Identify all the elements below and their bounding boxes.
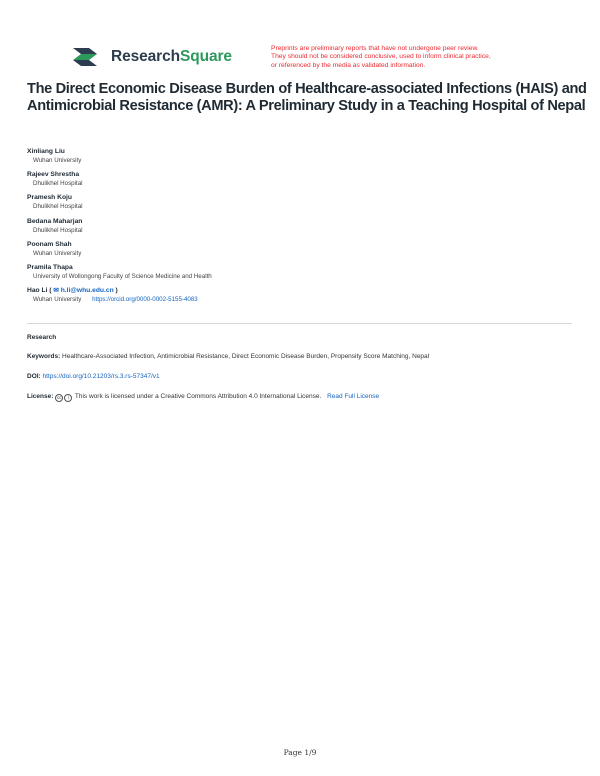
author-affiliation: Dhulikhel Hospital: [33, 180, 83, 188]
keywords-value: Healthcare-Associated Infection, Antimicrobial Resistance, Direct Economic Disease Burden, Propensity Score Matching, Nepal: [62, 353, 430, 360]
orcid-link[interactable]: https://orcid.org/0000-0002-5155-4083: [92, 296, 198, 304]
author-name: Hao Li: [27, 287, 48, 295]
author-name: Pramila Thapa: [27, 263, 73, 271]
author-list: [27, 147, 567, 309]
logo-word-research: Research: [111, 48, 180, 65]
research-square-logo-icon: [73, 46, 105, 68]
corresponding-author-entry: [27, 286, 567, 309]
author-name: Poonam Shah: [27, 240, 72, 248]
research-square-logo[interactable]: [73, 46, 232, 68]
author-affiliation: Dhulikhel Hospital: [33, 226, 83, 234]
corresponding-author-line: [27, 286, 567, 295]
author-entry: [27, 240, 567, 263]
author-affiliation: Wuhan University: [33, 296, 82, 304]
open-paren: (: [49, 287, 52, 295]
logo-word-square: Square: [180, 48, 232, 65]
author-affiliation: University of Wollongong Faculty of Science Medicine and Health: [33, 272, 212, 280]
author-name: Bedana Maharjan: [27, 217, 83, 225]
author-affiliation: Dhulikhel Hospital: [33, 203, 83, 211]
author-name: Xinliang Liu: [27, 148, 65, 155]
page-number: Page 1/9: [283, 748, 317, 757]
license-text: This work is licensed under a Creative Commons Attribution 4.0 International License.: [74, 393, 322, 400]
author-affiliation: Wuhan University: [33, 157, 82, 164]
read-full-license-link[interactable]: Read Full License: [327, 393, 380, 400]
keywords-label: Keywords:: [27, 353, 61, 360]
logo-wordmark: [111, 48, 232, 66]
author-name: Rajeev Shrestha: [27, 171, 80, 179]
doi-link[interactable]: https://doi.org/10.21203/rs.3.rs-57347/v1: [42, 373, 160, 380]
license-label: License:: [27, 393, 54, 400]
preprint-disclaimer: [271, 45, 571, 70]
disclaimer-line: Preprints are preliminary reports that have not undergone peer review.: [271, 45, 479, 52]
doi-row: [27, 372, 577, 381]
section-divider: [27, 323, 572, 324]
license-row: [27, 392, 577, 402]
author-entry: [27, 217, 567, 240]
envelope-icon: ✉: [53, 287, 59, 295]
author-entry: [27, 263, 567, 286]
author-email-link[interactable]: [53, 287, 113, 294]
author-email: h.li@whu.edu.cn: [60, 287, 114, 295]
keywords-row: [27, 352, 577, 361]
corresponding-author-affiliation-line: [27, 295, 567, 304]
author-name: Pramesh Koju: [27, 194, 72, 202]
article-title: The Direct Economic Disease Burden of Healthcare-associated Infections (HAIS) and Antimicrobial Resistance (AMR): A Preliminary Study in a Teaching Hospital of Nepal: [27, 81, 587, 114]
disclaimer-line: They should not be considered conclusive, used to inform clinical practice,: [271, 53, 491, 61]
article-type: Research: [27, 334, 57, 341]
author-entry: [27, 147, 567, 170]
author-entry: [27, 193, 567, 216]
author-entry: [27, 170, 567, 193]
doi-label: DOI:: [27, 373, 41, 380]
author-affiliation: Wuhan University: [33, 249, 82, 257]
disclaimer-line: or referenced by the media as validated information.: [271, 61, 426, 69]
creative-commons-icon: cc: [56, 395, 62, 400]
attribution-icon: i: [64, 394, 72, 402]
close-paren: ): [115, 287, 118, 295]
